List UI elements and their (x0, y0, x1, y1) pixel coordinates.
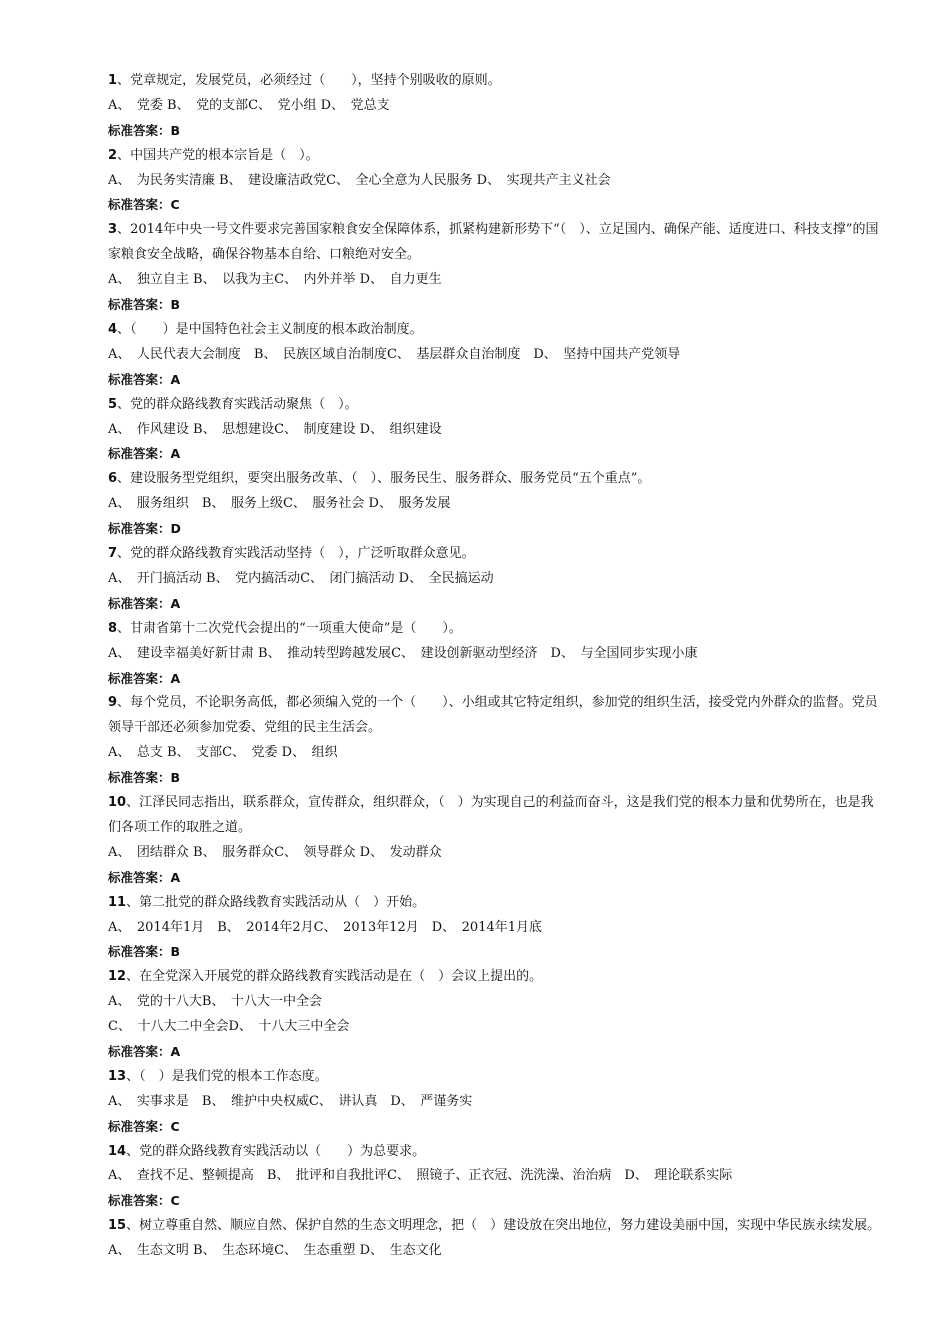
question-body: 甘肃省第十二次党代会提出的“一项重大使命”是（ ）。 (130, 620, 462, 636)
answer-value: A (170, 1043, 181, 1059)
question-separator: 、 (126, 795, 140, 810)
answer-line (108, 1115, 883, 1140)
question-number: 5 (108, 396, 118, 412)
question-text (108, 617, 883, 642)
question-body: 树立尊重自然、顺应自然、保护自然的生态文明理念，把（ ）建设放在突出地位，努力建设美丽中国，实现中华民族永续发展。 (139, 1218, 881, 1234)
question-options: A、 作风建设 B、 思想建设C、 制度建设 D、 组织建设 (108, 421, 442, 437)
answer-label: 标准答案： (108, 595, 171, 611)
question-number: 4 (108, 321, 118, 337)
answer-label: 标准答案： (108, 197, 171, 213)
answer-value: C (170, 197, 180, 213)
question-separator: 、 (126, 1143, 140, 1159)
question-number: 7 (108, 546, 118, 562)
question-number: 15 (108, 1218, 127, 1234)
answer-value: C (170, 1193, 180, 1209)
question-options: A、 总支 B、 支部C、 党委 D、 组织 (108, 745, 338, 761)
answer-line (108, 442, 883, 467)
answer-line (108, 119, 883, 144)
question-body: 2014年中央一号文件要求完善国家粮食安全保障体系，抓紧构建新形势下“（ ）、立足国内、确保产能、适度进口、科技支撑”的国家粮食安全战略，确保谷物基本自给、口粮绝对安全。 (108, 222, 879, 263)
question-options: A、 为民务实清廉 B、 建设廉洁政党C、 全心全意为人民服务 D、 实现共产主义社会 (108, 172, 611, 188)
question-text (108, 218, 883, 268)
question-body: （ ）是中国特色社会主义制度的根本政治制度。 (130, 321, 423, 337)
question-separator: 、 (117, 396, 131, 412)
answer-value: A (170, 446, 181, 462)
answer-label: 标准答案： (108, 1193, 171, 1209)
answer-value: A (170, 595, 181, 611)
answer-value: B (170, 122, 181, 138)
question-body: 在全党深入开展党的群众路线教育实践活动是在（ ）会议上提出的。 (139, 969, 543, 985)
question-options: A、 建设幸福美好新甘肃 B、 推动转型跨越发展C、 建设创新驱动型经济 D、 与全国同步实现小康 (108, 645, 698, 661)
answer-value: D (170, 521, 181, 537)
answer-line (108, 866, 883, 891)
question-separator: 、 (117, 546, 131, 562)
answer-value: B (170, 770, 181, 786)
question-options: A、 查找不足、整顿提高 B、 批评和自我批评C、 照镜子、正衣冠、洗洗澡、治治病 D、 理论联系实际 (108, 1168, 733, 1184)
question-options: A、 党委 B、 党的支部C、 党小组 D、 党总支 (108, 97, 390, 113)
answer-line (108, 940, 883, 965)
question-options: A、 人民代表大会制度 B、 民族区域自治制度C、 基层群众自治制度 D、 坚持中国共产党领导 (108, 346, 681, 362)
answer-label: 标准答案： (108, 521, 171, 537)
question-text (108, 1065, 883, 1090)
answer-label: 标准答案： (108, 371, 171, 387)
answer-value: C (170, 1118, 180, 1134)
answer-value: A (170, 869, 181, 885)
question-body: 第二批党的群众路线教育实践活动从（ ）开始。 (139, 894, 426, 910)
answer-line (108, 766, 883, 791)
question-text (108, 318, 883, 343)
question-separator: 、 (126, 1218, 140, 1234)
question-body: 党章规定，发展党员，必须经过（ ），坚持个别吸收的原则。 (130, 73, 501, 88)
question-separator: 、 (117, 471, 131, 487)
question-body: 建设服务型党组织，要突出服务改革、（ ）、服务民生、服务群众、服务党员“五个重点”。 (130, 471, 651, 487)
question-text (108, 791, 883, 841)
answer-line (108, 293, 883, 318)
question-separator: 、 (126, 894, 140, 910)
answer-line (108, 1189, 883, 1214)
question-separator: 、 (126, 969, 140, 985)
answer-label: 标准答案： (108, 446, 171, 462)
answer-value: A (170, 371, 181, 387)
question-text (108, 542, 883, 567)
answer-label: 标准答案： (108, 122, 171, 138)
question-number: 2 (108, 147, 118, 163)
question-text (108, 1214, 883, 1239)
question-body: 党的群众路线教育实践活动以（ ）为总要求。 (139, 1143, 426, 1159)
question-options: A、 服务组织 B、 服务上级C、 服务社会 D、 服务发展 (108, 496, 451, 512)
answer-line (108, 667, 883, 692)
question-number: 10 (108, 795, 127, 810)
answer-label: 标准答案： (108, 1043, 171, 1059)
answer-value: B (170, 297, 181, 313)
question-body: 党的群众路线教育实践活动聚焦（ ）。 (130, 396, 358, 412)
question-separator: 、 (117, 695, 131, 711)
question-separator: 、 (117, 222, 131, 238)
question-number: 1 (108, 73, 118, 88)
question-number: 11 (108, 894, 127, 910)
question-options: A、 党的十八大B、 十八大一中全会 (108, 994, 322, 1010)
question-number: 6 (108, 471, 118, 487)
answer-value: A (170, 670, 181, 686)
question-text (108, 891, 883, 916)
question-separator: 、 (117, 147, 131, 163)
answer-label: 标准答案： (108, 770, 171, 786)
question-options: A、 2014年1月 B、 2014年2月C、 2013年12月 D、 2014年1月底 (108, 919, 543, 935)
question-body: 江泽民同志指出，联系群众，宣传群众，组织群众，（ ）为实现自己的利益而奋斗，这是我们党的根本力量和优势所在，也是我们各项工作的取胜之道。 (108, 795, 874, 835)
question-text (108, 965, 883, 990)
answer-line (108, 193, 883, 218)
question-number: 3 (108, 222, 118, 238)
answer-label: 标准答案： (108, 944, 171, 960)
question-options: A、 独立自主 B、 以我为主C、 内外并举 D、 自力更生 (108, 272, 442, 288)
question-options: A、 实事求是 B、 维护中央权威C、 讲认真 D、 严谨务实 (108, 1093, 473, 1109)
question-text (108, 691, 883, 741)
answer-line (108, 368, 883, 393)
question-body: 党的群众路线教育实践活动坚持（ ），广泛听取群众意见。 (130, 546, 475, 562)
question-text (108, 1140, 883, 1165)
answer-line (108, 592, 883, 617)
question-number: 8 (108, 620, 118, 636)
question-options: C、 十八大二中全会D、 十八大三中全会 (108, 1019, 350, 1035)
answer-label: 标准答案： (108, 869, 171, 885)
question-body: 每个党员，不论职务高低，都必须编入党的一个（ ）、小组或其它特定组织，参加党的组织生活，接受党内外群众的监督。党员领导干部还必须参加党委、党组的民主生活会。 (108, 695, 878, 736)
question-text (108, 69, 883, 94)
answer-line (108, 517, 883, 542)
answer-value: B (170, 944, 181, 960)
answer-line (108, 1040, 883, 1065)
question-separator: 、 (126, 1068, 140, 1084)
question-body: 中国共产党的根本宗旨是（ ）。 (130, 147, 319, 163)
question-text (108, 467, 883, 492)
question-options: A、 开门搞活动 B、 党内搞活动C、 闭门搞活动 D、 全民搞运动 (108, 570, 494, 586)
question-separator: 、 (117, 73, 131, 88)
question-options: A、 生态文明 B、 生态环境C、 生态重塑 D、 生态文化 (108, 1243, 442, 1259)
question-separator: 、 (117, 321, 131, 337)
document-body (108, 69, 883, 1264)
question-options: A、 团结群众 B、 服务群众C、 领导群众 D、 发动群众 (108, 844, 442, 860)
question-number: 9 (108, 695, 118, 711)
question-number: 12 (108, 969, 127, 985)
question-number: 13 (108, 1068, 127, 1084)
question-body: （ ）是我们党的根本工作态度。 (139, 1068, 328, 1084)
question-separator: 、 (117, 620, 131, 636)
answer-label: 标准答案： (108, 1118, 171, 1134)
question-number: 14 (108, 1143, 127, 1159)
question-text (108, 393, 883, 418)
answer-label: 标准答案： (108, 670, 171, 686)
answer-label: 标准答案： (108, 297, 171, 313)
question-text (108, 144, 883, 169)
